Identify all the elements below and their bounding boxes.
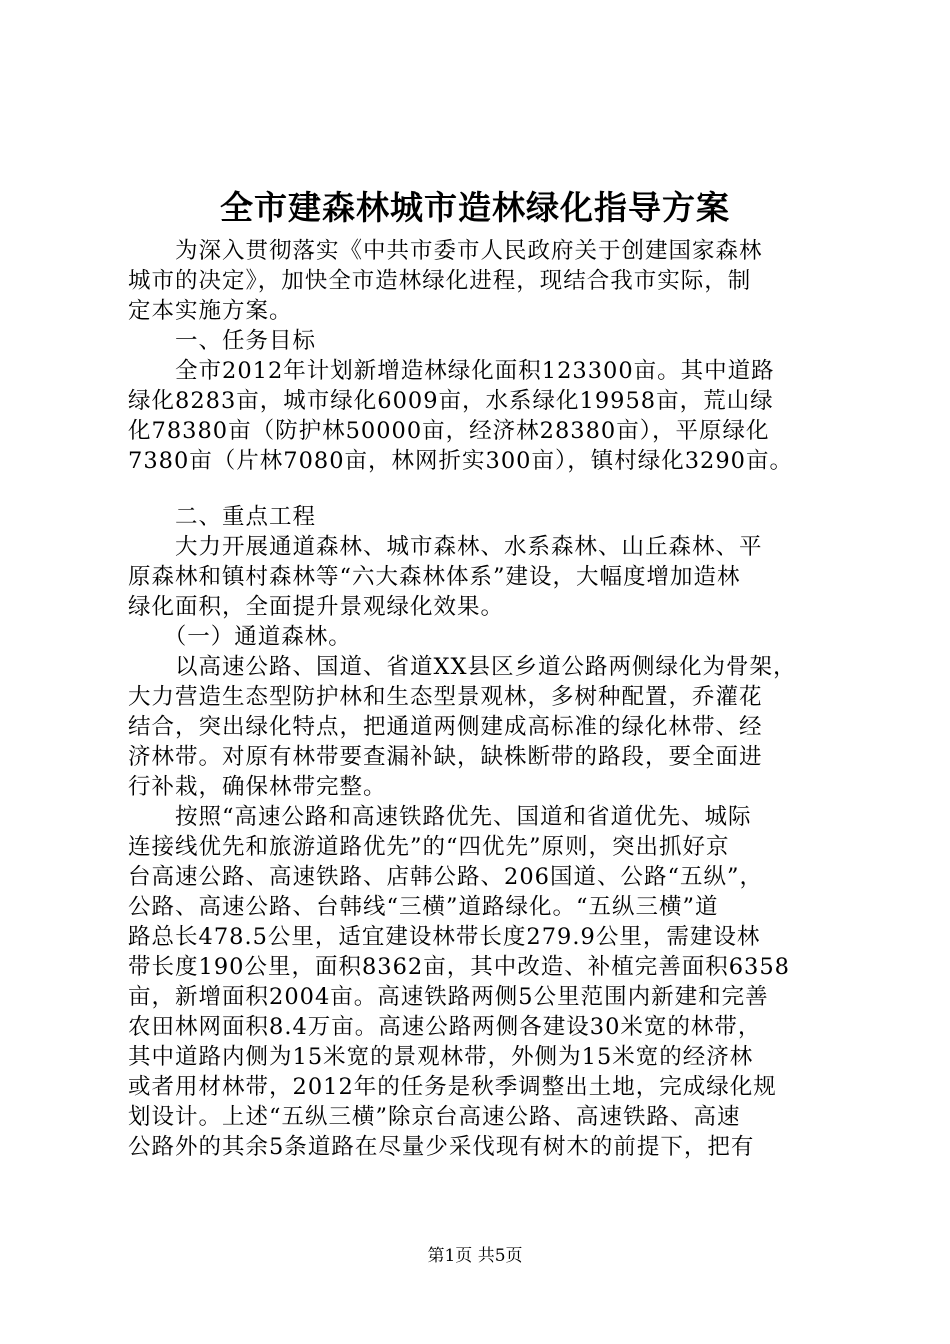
text-line: 结合，突出绿化特点，把通道两侧建成高标准的绿化林带、经: [128, 714, 763, 740]
section-heading: 二、重点工程: [128, 504, 317, 530]
page-footer: 第1页 共5页: [427, 1246, 523, 1266]
text-line: 化78380亩（防护林50000亩，经济林28380亩），平原绿化: [128, 418, 770, 444]
text-line: 7380亩（片林7080亩，林网折实300亩），镇村绿化3290亩。: [128, 448, 793, 474]
subsection-heading: （一）通道森林。: [128, 624, 352, 650]
text-line: 为深入贯彻落实《中共市委市人民政府关于创建国家森林: [128, 238, 763, 264]
text-line: 定本实施方案。: [128, 298, 293, 324]
text-line: 济林带。对原有林带要查漏补缺，缺株断带的路段，要全面进: [128, 744, 763, 770]
text-line: 大力营造生态型防护林和生态型景观林，多树种配置，乔灌花: [128, 684, 763, 710]
text-line: 其中道路内侧为15米宽的景观林带，外侧为15米宽的经济林: [128, 1044, 754, 1070]
text-line: 按照“高速公路和高速铁路优先、国道和省道优先、城际: [128, 804, 752, 830]
text-line: 绿化8283亩，城市绿化6009亩，水系绿化19958亩，荒山绿: [128, 388, 774, 414]
text-line: 以高速公路、国道、省道XX县区乡道公路两侧绿化为骨架，: [128, 654, 797, 680]
text-line: 或者用材林带，2012年的任务是秋季调整出土地，完成绿化规: [128, 1074, 777, 1100]
text-line: 带长度190公里，面积8362亩，其中改造、补植完善面积6358: [128, 954, 790, 980]
document-body: [128, 236, 826, 1162]
text-line: 城市的决定》，加快全市造林绿化进程，现结合我市实际，制: [128, 268, 752, 294]
text-line: 公路外的其余5条道路在尽量少采伐现有树木的前提下，把有: [128, 1134, 755, 1160]
text-line: 亩，新增面积2004亩。高速铁路两侧5公里范围内新建和完善: [128, 984, 769, 1010]
blank-line: [128, 476, 826, 502]
text-line: 全市2012年计划新增造林绿化面积123300亩。其中道路: [128, 358, 775, 384]
text-line: 连接线优先和旅游道路优先”的“四优先”原则，突出抓好京: [128, 834, 730, 860]
section-heading: 一、任务目标: [128, 328, 317, 354]
text-line: 划设计。上述“五纵三横”除京台高速公路、高速铁路、高速: [128, 1104, 741, 1130]
text-line: 绿化面积，全面提升景观绿化效果。: [128, 594, 505, 620]
text-line: 农田林网面积8.4万亩。高速公路两侧各建设30米宽的林带，: [128, 1014, 762, 1040]
text-line: 行补栽，确保林带完整。: [128, 774, 387, 800]
document-title: 全市建森林城市造林绿化指导方案: [220, 188, 730, 227]
text-line: 路总长478.5公里，适宜建设林带长度279.9公里，需建设林: [128, 924, 761, 950]
text-line: 台高速公路、高速铁路、店韩公路、206国道、公路“五纵”，: [128, 864, 763, 890]
text-line: 原森林和镇村森林等“六大森林体系”建设，大幅度增加造林: [128, 564, 741, 590]
text-line: 公路、高速公路、台韩线“三横”道路绿化。“五纵三横”道: [128, 894, 719, 920]
text-line: 大力开展通道森林、城市森林、水系森林、山丘森林、平: [128, 534, 763, 560]
